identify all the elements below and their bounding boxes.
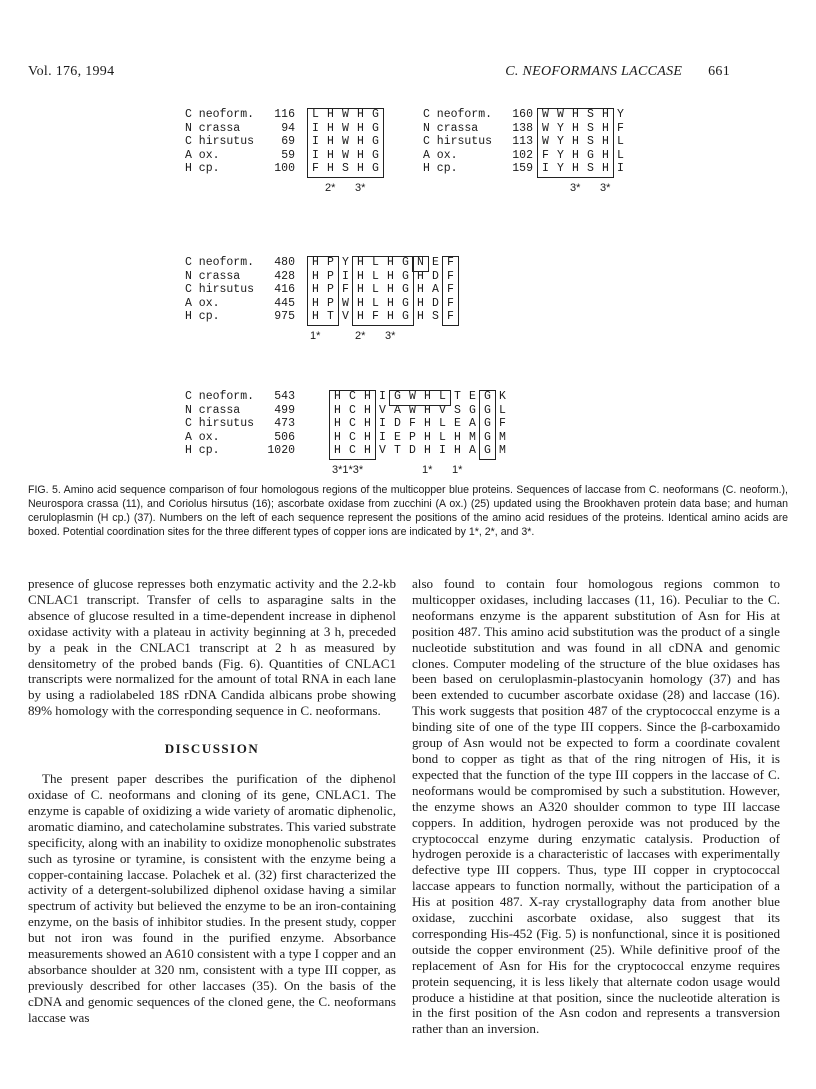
amino-acid-residue: C bbox=[349, 403, 356, 417]
identity-box bbox=[442, 256, 459, 326]
amino-acid-residue: L bbox=[372, 269, 379, 283]
amino-acid-residue: H bbox=[357, 108, 364, 121]
amino-acid-residue: I bbox=[379, 430, 386, 444]
amino-acid-residue: L bbox=[617, 135, 624, 148]
amino-acid-residue: H bbox=[357, 121, 364, 135]
amino-acid-residue: H bbox=[602, 121, 609, 135]
amino-acid-residue: H bbox=[387, 310, 394, 323]
amino-acid-residue: F bbox=[542, 148, 549, 162]
amino-acid-residue: V bbox=[439, 403, 446, 417]
amino-acid-residue: H bbox=[334, 390, 341, 403]
amino-acid-residue: I bbox=[379, 417, 386, 430]
amino-acid-residue: Y bbox=[617, 108, 624, 121]
amino-acid-residue: H bbox=[334, 444, 341, 457]
amino-acid-residue: G bbox=[402, 283, 409, 296]
amino-acid-residue: H bbox=[572, 108, 579, 121]
discussion-heading: DISCUSSION bbox=[164, 741, 260, 757]
journal-volume: Vol. 176, 1994 bbox=[28, 64, 115, 79]
amino-acid-residue: M bbox=[499, 430, 506, 444]
amino-acid-residue: G bbox=[402, 256, 409, 269]
amino-acid-residue: F bbox=[447, 283, 454, 296]
amino-acid-residue: W bbox=[342, 148, 349, 162]
results-paragraph: presence of glucose represses both enzymatic activity and the 2.2-kb CNLAC1 transcript. Transfer of cells to asparagine salts in the absence of glucose resulted in a time-dependent increase in diphenol oxidase activity with a plateau in activity beginning at 3 h, preceded by a peak in the CNLAC1 transcript at 2 h as measured by densitometry of the probed bands (Fig. 6). Quantities of CNLAC1 transcripts were normalized for the amount of total RNA in each lane by using a radiolabeled 18S rDNA Candida albicans probe showing 89% homology with the corresponding sequence in C. neoformans. bbox=[28, 576, 396, 719]
amino-acid-residue: F bbox=[447, 296, 454, 310]
residue-position: 94 bbox=[281, 121, 295, 135]
amino-acid-residue: G bbox=[372, 162, 379, 175]
identity-box bbox=[537, 108, 614, 178]
amino-acid-residue: I bbox=[617, 162, 624, 175]
amino-acid-residue: G bbox=[394, 390, 401, 403]
residue-position: 975 bbox=[274, 310, 295, 323]
copper-site-marker: 2* bbox=[355, 329, 366, 342]
residue-position: 445 bbox=[274, 296, 295, 310]
species-label: A ox. bbox=[423, 148, 458, 162]
left-column bbox=[28, 576, 396, 1026]
copper-site-marker: 2* bbox=[325, 181, 336, 194]
species-label: C hirsutus bbox=[185, 283, 255, 296]
amino-acid-residue: H bbox=[364, 444, 371, 457]
residue-position: 1020 bbox=[267, 444, 295, 457]
amino-acid-residue: A bbox=[469, 444, 476, 457]
amino-acid-residue: E bbox=[394, 430, 401, 444]
amino-acid-residue: H bbox=[312, 283, 319, 296]
amino-acid-residue: P bbox=[327, 256, 334, 269]
copper-site-marker: 3* bbox=[570, 181, 581, 194]
amino-acid-residue: S bbox=[587, 135, 594, 148]
residue-position: 428 bbox=[274, 269, 295, 283]
residue-position: 113 bbox=[512, 135, 533, 148]
identity-box bbox=[352, 256, 414, 326]
species-label: N crassa bbox=[423, 121, 479, 135]
amino-acid-residue: H bbox=[334, 430, 341, 444]
amino-acid-residue: I bbox=[439, 444, 446, 457]
amino-acid-residue: H bbox=[327, 121, 334, 135]
amino-acid-residue: H bbox=[602, 135, 609, 148]
residue-position: 543 bbox=[274, 390, 295, 403]
residue-position: 102 bbox=[512, 148, 533, 162]
amino-acid-residue: N bbox=[417, 256, 424, 269]
amino-acid-residue: H bbox=[424, 403, 431, 417]
amino-acid-residue: T bbox=[327, 310, 334, 323]
species-label: C neoform. bbox=[423, 108, 493, 121]
amino-acid-residue: H bbox=[387, 283, 394, 296]
amino-acid-residue: T bbox=[394, 444, 401, 457]
amino-acid-residue: H bbox=[602, 148, 609, 162]
residue-position: 159 bbox=[512, 162, 533, 175]
amino-acid-residue: H bbox=[327, 162, 334, 175]
amino-acid-residue: D bbox=[432, 269, 439, 283]
amino-acid-residue: L bbox=[439, 390, 446, 403]
copper-site-marker: 1* bbox=[422, 463, 433, 476]
amino-acid-residue: D bbox=[394, 417, 401, 430]
residue-position: 416 bbox=[274, 283, 295, 296]
amino-acid-residue: C bbox=[349, 390, 356, 403]
species-label: A ox. bbox=[185, 148, 220, 162]
amino-acid-residue: H bbox=[364, 417, 371, 430]
amino-acid-residue: V bbox=[342, 310, 349, 323]
amino-acid-residue: G bbox=[402, 269, 409, 283]
amino-acid-residue: L bbox=[372, 256, 379, 269]
species-label: H cp. bbox=[423, 162, 458, 175]
residue-position: 69 bbox=[281, 135, 295, 148]
amino-acid-residue: S bbox=[587, 108, 594, 121]
copper-site-marker: 3*1*3* bbox=[332, 463, 364, 476]
amino-acid-residue: F bbox=[447, 256, 454, 269]
amino-acid-residue: F bbox=[499, 417, 506, 430]
amino-acid-residue: H bbox=[424, 444, 431, 457]
identity-box bbox=[307, 108, 384, 178]
species-label: N crassa bbox=[185, 403, 241, 417]
amino-acid-residue: H bbox=[602, 162, 609, 175]
amino-acid-residue: H bbox=[572, 148, 579, 162]
amino-acid-residue: H bbox=[357, 296, 364, 310]
residue-position: 116 bbox=[274, 108, 295, 121]
amino-acid-residue: A bbox=[469, 417, 476, 430]
amino-acid-residue: L bbox=[372, 283, 379, 296]
amino-acid-residue: H bbox=[572, 121, 579, 135]
residue-position: 160 bbox=[512, 108, 533, 121]
amino-acid-residue: W bbox=[542, 121, 549, 135]
amino-acid-residue: M bbox=[469, 430, 476, 444]
amino-acid-residue: A bbox=[394, 403, 401, 417]
amino-acid-residue: D bbox=[409, 444, 416, 457]
amino-acid-residue: W bbox=[342, 108, 349, 121]
residue-position: 480 bbox=[274, 256, 295, 269]
species-label: C neoform. bbox=[185, 256, 255, 269]
amino-acid-residue: H bbox=[357, 148, 364, 162]
copper-site-marker: 3* bbox=[385, 329, 396, 342]
species-label: A ox. bbox=[185, 430, 220, 444]
amino-acid-residue: W bbox=[542, 135, 549, 148]
amino-acid-residue: G bbox=[484, 430, 491, 444]
right-column bbox=[412, 576, 780, 1037]
amino-acid-residue: K bbox=[499, 390, 506, 403]
amino-acid-residue: L bbox=[372, 296, 379, 310]
amino-acid-residue: S bbox=[432, 310, 439, 323]
amino-acid-residue: I bbox=[379, 390, 386, 403]
residue-position: 506 bbox=[274, 430, 295, 444]
amino-acid-residue: A bbox=[432, 283, 439, 296]
amino-acid-residue: W bbox=[342, 121, 349, 135]
identity-box bbox=[307, 256, 339, 326]
amino-acid-residue: I bbox=[312, 135, 319, 148]
residue-position: 59 bbox=[281, 148, 295, 162]
running-title: C. NEOFORMANS LACCASE bbox=[505, 64, 683, 79]
amino-acid-residue: P bbox=[327, 269, 334, 283]
residue-position: 499 bbox=[274, 403, 295, 417]
amino-acid-residue: H bbox=[387, 269, 394, 283]
amino-acid-residue: H bbox=[424, 430, 431, 444]
amino-acid-residue: H bbox=[387, 296, 394, 310]
identity-box bbox=[329, 390, 376, 460]
amino-acid-residue: H bbox=[417, 283, 424, 296]
amino-acid-residue: L bbox=[617, 148, 624, 162]
amino-acid-residue: Y bbox=[557, 121, 564, 135]
amino-acid-residue: L bbox=[439, 417, 446, 430]
amino-acid-residue: G bbox=[484, 403, 491, 417]
amino-acid-residue: H bbox=[327, 108, 334, 121]
amino-acid-residue: C bbox=[349, 417, 356, 430]
amino-acid-residue: G bbox=[372, 148, 379, 162]
amino-acid-residue: H bbox=[312, 256, 319, 269]
amino-acid-residue: P bbox=[409, 430, 416, 444]
amino-acid-residue: V bbox=[379, 403, 386, 417]
species-label: C neoform. bbox=[185, 108, 255, 121]
species-label: A ox. bbox=[185, 296, 220, 310]
amino-acid-residue: G bbox=[484, 417, 491, 430]
amino-acid-residue: T bbox=[454, 390, 461, 403]
amino-acid-residue: W bbox=[542, 108, 549, 121]
copper-site-marker: 3* bbox=[355, 181, 366, 194]
amino-acid-residue: H bbox=[572, 162, 579, 175]
amino-acid-residue: H bbox=[357, 269, 364, 283]
identity-box bbox=[412, 256, 429, 272]
amino-acid-residue: H bbox=[357, 135, 364, 148]
species-label: H cp. bbox=[185, 162, 220, 175]
amino-acid-residue: H bbox=[364, 390, 371, 403]
amino-acid-residue: W bbox=[409, 390, 416, 403]
amino-acid-residue: P bbox=[327, 283, 334, 296]
amino-acid-residue: I bbox=[312, 148, 319, 162]
amino-acid-residue: F bbox=[372, 310, 379, 323]
amino-acid-residue: H bbox=[334, 403, 341, 417]
amino-acid-residue: V bbox=[379, 444, 386, 457]
amino-acid-residue: H bbox=[387, 256, 394, 269]
amino-acid-residue: H bbox=[424, 417, 431, 430]
amino-acid-residue: F bbox=[447, 269, 454, 283]
amino-acid-residue: S bbox=[454, 403, 461, 417]
amino-acid-residue: H bbox=[572, 135, 579, 148]
identity-box bbox=[389, 390, 451, 406]
running-header bbox=[505, 64, 730, 80]
amino-acid-residue: H bbox=[312, 296, 319, 310]
species-label: N crassa bbox=[185, 269, 241, 283]
copper-site-marker: 3* bbox=[600, 181, 611, 194]
amino-acid-residue: I bbox=[542, 162, 549, 175]
amino-acid-residue: G bbox=[402, 310, 409, 323]
amino-acid-residue: H bbox=[327, 148, 334, 162]
amino-acid-residue: E bbox=[469, 390, 476, 403]
amino-acid-residue: S bbox=[587, 162, 594, 175]
amino-acid-residue: L bbox=[499, 403, 506, 417]
amino-acid-residue: F bbox=[447, 310, 454, 323]
amino-acid-residue: L bbox=[439, 430, 446, 444]
amino-acid-residue: G bbox=[372, 135, 379, 148]
amino-acid-residue: F bbox=[342, 283, 349, 296]
amino-acid-residue: I bbox=[342, 269, 349, 283]
amino-acid-residue: G bbox=[372, 108, 379, 121]
residue-position: 138 bbox=[512, 121, 533, 135]
amino-acid-residue: H bbox=[417, 310, 424, 323]
amino-acid-residue: Y bbox=[557, 162, 564, 175]
amino-acid-residue: S bbox=[587, 121, 594, 135]
species-label: C hirsutus bbox=[423, 135, 493, 148]
amino-acid-residue: W bbox=[342, 135, 349, 148]
amino-acid-residue: L bbox=[312, 108, 319, 121]
amino-acid-residue: W bbox=[409, 403, 416, 417]
amino-acid-residue: F bbox=[617, 121, 624, 135]
amino-acid-residue: H bbox=[357, 256, 364, 269]
copper-site-marker: 1* bbox=[310, 329, 321, 342]
amino-acid-residue: E bbox=[432, 256, 439, 269]
amino-acid-residue: M bbox=[499, 444, 506, 457]
amino-acid-residue: H bbox=[454, 430, 461, 444]
discussion-paragraph-1: The present paper describes the purification of the diphenol oxidase of C. neoformans and cloning of its gene, CNLAC1. The enzyme is capable of oxidizing a wide variety of aromatic diphenolic, aromatic diamino, and catecholamine substrates. This varied substrate specificity, along with an inability to oxidize monophenolic substrates such as tyrosine or tyramine, is consistent with the enzyme being a copper-containing laccase. Polachek et al. (32) first characterized the activity of a detergent-solubilized diphenol oxidase having a similar spectrum of activity but believed the enzyme to be an iron-containing enzyme, on the basis of inhibitor studies. In the present study, copper but not iron was found in the purified enzyme. Absorbance measurements showed an A610 consistent with a type I copper and an absorbance shoulder at 320 nm, consistent with a type III copper, as previously described for other laccases (35). On the basis of the cDNA and genomic sequences of the cloned gene, the C. neoformans laccase was bbox=[28, 771, 396, 1025]
amino-acid-residue: W bbox=[342, 296, 349, 310]
amino-acid-residue: P bbox=[327, 296, 334, 310]
amino-acid-residue: G bbox=[402, 296, 409, 310]
amino-acid-residue: Y bbox=[342, 256, 349, 269]
amino-acid-residue: H bbox=[364, 403, 371, 417]
amino-acid-residue: Y bbox=[557, 148, 564, 162]
amino-acid-residue: G bbox=[587, 148, 594, 162]
species-label: C hirsutus bbox=[185, 135, 255, 148]
amino-acid-residue: H bbox=[424, 390, 431, 403]
amino-acid-residue: H bbox=[327, 135, 334, 148]
amino-acid-residue: G bbox=[372, 121, 379, 135]
discussion-paragraph-2: also found to contain four homologous regions common to multicopper oxidases, including laccases (11, 16). Peculiar to the C. neoformans enzyme is the apparent substitution of Asn for His at position 487. This amino acid substitution was the product of a single nucleotide substitution and was found in all cDNA and genomic clones. Computer modeling of the structure of the blue oxidases has been based on ceruloplasmin-plastocyanin homology (37) and has been extended to cucumber ascorbate oxidase (28) and laccase (16). This work suggests that position 487 of the cryptococcal enzyme is a binding site of one of the type III coppers. Since the β-carboxamido group of Asn would not be expected to form a coordinate covalent bond to copper as tight as that of the ring nitrogen of His, it is expected that the function of the type III coppers in the laccase of C. neoformans would be compromised by such a substitution. However, the enzyme shows an A320 shoulder common to type III laccase coppers. In addition, hydrogen peroxide was not produced by the cryptococcal enzyme during enzymatic catalysis. Production of hydrogen peroxide is a characteristic of laccases with experimentally defective type III coppers. Thus, type III copper in cryptococcal laccase appears to function normally, without the participation of a His at position 487. X-ray crystallography data from another blue oxidase, zucchini ascorbate oxidase, also suggest that its corresponding His-452 (Fig. 5) is nonfunctional, since it is positioned outside the copper environment (25). While definitive proof of the replacement of Asn for His for the cryptococcal enzyme requires protein sequencing, it is less likely that alternate codon usage would produce a histidine at that position, since the nucleotide alteration is in the first position of the Asn codon and represents a transversion rather than an inversion. bbox=[412, 576, 780, 1037]
amino-acid-residue: F bbox=[409, 417, 416, 430]
species-label: C neoform. bbox=[185, 390, 255, 403]
species-label: C hirsutus bbox=[185, 417, 255, 430]
amino-acid-residue: G bbox=[484, 444, 491, 457]
amino-acid-residue: H bbox=[602, 108, 609, 121]
amino-acid-residue: H bbox=[417, 296, 424, 310]
page-number: 661 bbox=[708, 64, 730, 79]
amino-acid-residue: H bbox=[312, 269, 319, 283]
amino-acid-residue: I bbox=[312, 121, 319, 135]
amino-acid-residue: H bbox=[334, 417, 341, 430]
residue-position: 100 bbox=[274, 162, 295, 175]
species-label: H cp. bbox=[185, 444, 220, 457]
amino-acid-residue: H bbox=[357, 283, 364, 296]
identity-box bbox=[479, 390, 496, 460]
amino-acid-residue: S bbox=[342, 162, 349, 175]
amino-acid-residue: H bbox=[357, 310, 364, 323]
copper-site-marker: 1* bbox=[452, 463, 463, 476]
amino-acid-residue: H bbox=[357, 162, 364, 175]
amino-acid-residue: H bbox=[417, 269, 424, 283]
amino-acid-residue: W bbox=[557, 108, 564, 121]
amino-acid-residue: D bbox=[432, 296, 439, 310]
amino-acid-residue: H bbox=[364, 430, 371, 444]
species-label: H cp. bbox=[185, 310, 220, 323]
amino-acid-residue: G bbox=[469, 403, 476, 417]
amino-acid-residue: G bbox=[484, 390, 491, 403]
amino-acid-residue: C bbox=[349, 444, 356, 457]
amino-acid-residue: Y bbox=[557, 135, 564, 148]
residue-position: 473 bbox=[274, 417, 295, 430]
amino-acid-residue: H bbox=[312, 310, 319, 323]
amino-acid-residue: E bbox=[454, 417, 461, 430]
species-label: N crassa bbox=[185, 121, 241, 135]
amino-acid-residue: F bbox=[312, 162, 319, 175]
figure-caption: FIG. 5. Amino acid sequence comparison of four homologous regions of the multicopper blue proteins. Sequences of laccase from C. neoformans (C. neoform.), Neurospora crassa (11), and Coriolus hirsutus (16); ascorbate oxidase from zucchini (A ox.) (25) updated using the Brookhaven protein data base; and human ceruloplasmin (H cp.) (37). Numbers on the left of each sequence represent the positions of the amino acid residues of the proteins. Identical amino acids are boxed. Potential coordination sites for the three different types of copper ions are indicated by 1*, 2*, and 3*. bbox=[28, 484, 788, 538]
amino-acid-residue: C bbox=[349, 430, 356, 444]
amino-acid-residue: H bbox=[454, 444, 461, 457]
